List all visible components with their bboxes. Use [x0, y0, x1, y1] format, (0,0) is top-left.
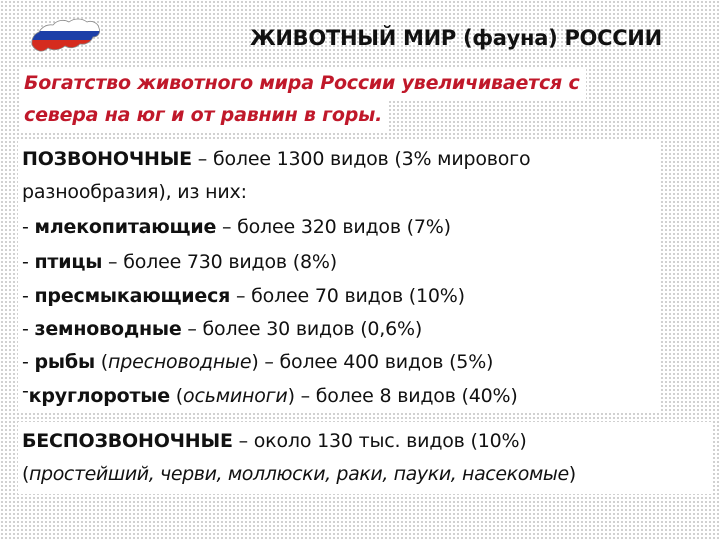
vertebrates-desc-cont — [22, 181, 247, 203]
item-detail: – более 320 видов (7%) — [216, 216, 451, 238]
vertebrates-heading — [22, 148, 530, 170]
list-item-mammals — [22, 216, 451, 238]
list-item-amphibians — [22, 318, 422, 340]
item-name: рыбы — [34, 351, 95, 373]
item-paren-open: ( — [169, 385, 184, 407]
list-item-birds — [22, 251, 337, 273]
paren-open: ( — [22, 463, 30, 485]
invertebrates-examples-text: простейший, черви, моллюски, раки, пауки, насекомые — [29, 463, 569, 485]
item-detail: – более 730 видов (8%) — [102, 251, 337, 273]
item-paren-open: ( — [94, 351, 108, 373]
item-detail: – более 70 видов (10%) — [230, 285, 465, 307]
item-dash: - — [22, 318, 35, 340]
list-item-fish — [22, 351, 493, 373]
list-item-reptiles — [22, 285, 465, 307]
item-note: пресноводные — [108, 351, 252, 373]
invertebrates-heading — [22, 430, 527, 452]
item-note: осьминоги — [183, 385, 288, 407]
item-name: земноводные — [34, 318, 182, 340]
item-dash: - — [22, 285, 35, 307]
subtitle-line-1: Богатство животного мира России увеличивается с — [20, 67, 586, 99]
vertebrates-desc: – более 1300 видов (3% мирового — [191, 148, 531, 170]
invertebrates-term: БЕСПОЗВОНОЧНЫЕ — [22, 430, 233, 452]
item-paren-close: ) — [251, 351, 259, 373]
vertebrates-desc-line2: разнообразия), из них: — [22, 181, 247, 203]
item-name: млекопитающие — [34, 216, 217, 238]
item-dash: - — [22, 216, 35, 238]
page-title: ЖИВОТНЫЙ МИР (фауна) РОССИИ — [250, 26, 662, 50]
vertebrates-term: ПОЗВОНОЧНЫЕ — [22, 148, 192, 170]
invertebrates-desc: – около 130 тыс. видов (10%) — [232, 430, 527, 452]
item-detail: – более 30 видов (0,6%) — [181, 318, 423, 340]
item-detail: – более 8 видов (40%) — [294, 385, 518, 407]
invertebrates-examples — [22, 463, 576, 485]
item-paren-close: ) — [287, 385, 295, 407]
item-dash: - — [22, 351, 35, 373]
subtitle — [20, 67, 688, 131]
subtitle-line-2: севера на юг и от равнин в горы. — [20, 99, 388, 131]
paren-close: ) — [568, 463, 576, 485]
item-detail: – более 400 видов (5%) — [258, 351, 494, 373]
russia-flag-map-icon — [30, 15, 102, 59]
item-name: круглоротые — [28, 385, 170, 407]
item-dash: - — [22, 251, 35, 273]
list-item-cyclostomes — [22, 380, 518, 407]
item-name: пресмыкающиеся — [34, 285, 231, 307]
item-dash: - — [22, 380, 29, 402]
item-name: птицы — [34, 251, 103, 273]
